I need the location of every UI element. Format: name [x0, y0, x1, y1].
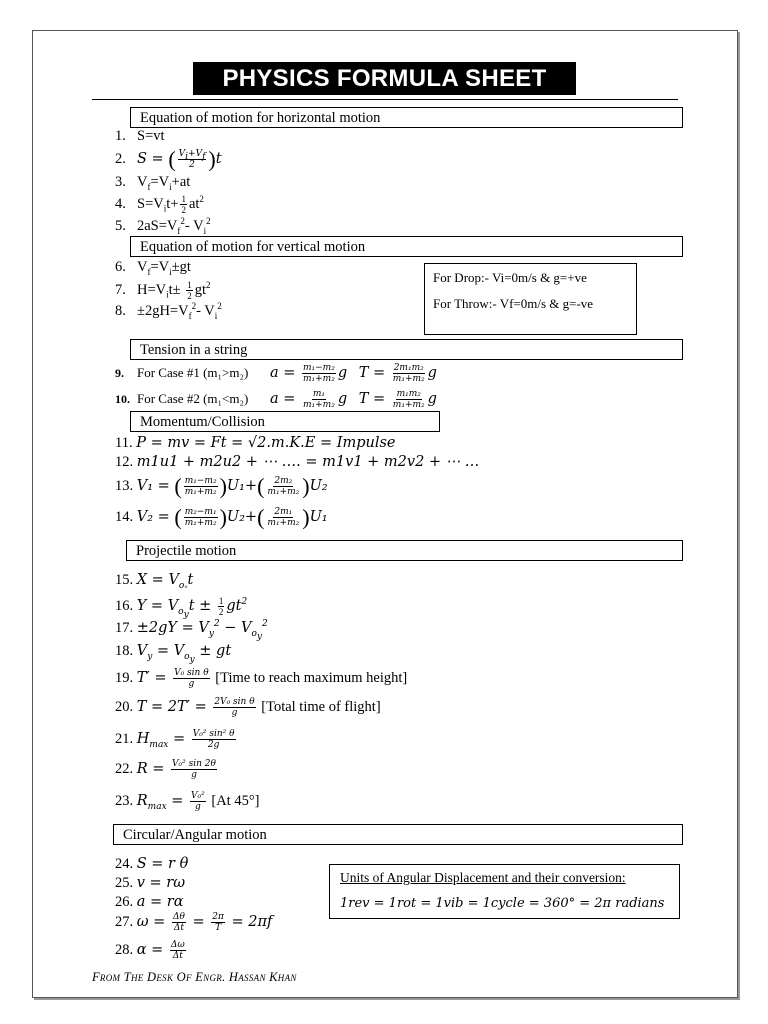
formula-26: 26. a = rα [115, 894, 184, 910]
section-vertical-motion: Equation of motion for vertical motion [130, 236, 683, 257]
formula-1: 1. S=vt [115, 128, 165, 144]
formula-13: 13. V₁ = ( $\frac{\text{m₁−m₂}}{\text{m₁+m₂}}$ )U₁+( $\frac{\text{2m₂}}{\text{m₁+m₂}}$ )U₂ [115, 473, 328, 499]
section-horizontal-motion: Equation of motion for horizontal motion [130, 107, 683, 128]
formula-15: 15. $X = V_{o_x}t$ [115, 572, 194, 591]
formula-18: 18. $V_y = V_{o_y}$ ± gt [115, 643, 232, 665]
formula-12: 12. m1u1 + m2u2 + ⋯ …. = m1v1 + m2v2 + ⋯ … [115, 454, 480, 470]
formula-14: 14. V₂ = ( $\frac{\text{m₂−m₁}}{\text{m₁+m₂}}$ )U₂+( $\frac{\text{2m₁}}{\text{m₁+m₂}}$ )U₁ [115, 504, 328, 530]
formula-20: 20. T = 2T′ = $\frac{\text{2V₀ sin θ}}{g}$ [Total time of flight] [115, 697, 381, 718]
units-box [329, 864, 680, 919]
formula-28: 28. α = $\frac{\Delta\omega}{\Delta t}$ [115, 940, 185, 961]
formula-10: 10. For Case #2 (m₁<m₂) a = $\frac{\text{m₁}}{\text{m₁+m₂}}$ g T = $\frac{\text{m₁m₂}}{\text{m₁+m₂}}$ g [115, 389, 437, 410]
formula-11: 11. P = mv = Ft = √2.m.K.E = Impulse [115, 435, 396, 451]
formula-27: 27. ω = $\frac{\Delta\theta}{\Delta t}$ = $\frac{2\pi}{T}$ = 2πf [115, 912, 273, 933]
formula-5: 5. $2aS=V_f^2-$ $V_i^2$ [115, 216, 211, 236]
formula-9: 9. For Case #1 (m₁>m₂) a = $\frac{\text{m₁−m₂}}{\text{m₁+m₂}}$ g T = $\frac{\text{2m₁m₂}}{\text{m₁+m₂}}$ g [115, 363, 437, 384]
formula-19: 19. T′ = $\frac{\text{V₀ sin θ}}{g}$ [Time to reach maximum height] [115, 668, 408, 689]
section-tension: Tension in a string [130, 339, 683, 360]
formula-16: 16. $Y = V_{o_y}t$ ± $\frac{1}{2}$ $gt^2$ [115, 596, 248, 620]
page-title: PHYSICS FORMULA SHEET [193, 62, 576, 95]
formula-6: 6. $V_f=V_i\pm gt$ [115, 259, 191, 277]
formula-17: 17. $\pm 2gY = V_y^2 - V_{o_y}^2$ [115, 619, 268, 642]
section-circular: Circular/Angular motion [113, 824, 683, 845]
drop-throw-box [424, 263, 637, 335]
section-momentum: Momentum/Collision [130, 411, 440, 432]
formula-21: 21. $H_{max}$ = $\frac{\text{V₀² sin² θ}}{2g}$ [115, 729, 235, 750]
formula-8: 8. $\pm 2gH=V_f^2-$ $V_i^2$ [115, 301, 222, 321]
title-rule [92, 99, 678, 100]
footer-credit: From The Desk Of Engr. Hassan Khan [92, 970, 297, 984]
units-formula: 1rev = 1rot = 1vib = 1cycle = 360° = 2π radians [340, 896, 665, 911]
drop-note: For Drop:- Vi=0m/s & g=+ve [433, 270, 587, 285]
section-projectile: Projectile motion [126, 540, 683, 561]
throw-note: For Throw:- Vf=0m/s & g=-ve [433, 296, 594, 311]
formula-25: 25. v = rω [115, 875, 186, 891]
formula-2: 2. S = ( $\frac{V_i+V_f}{2}$ )t [115, 146, 222, 172]
formula-4: 4. $S=V_it+$ $\frac{1}{2}$ $at^2$ [115, 194, 204, 215]
formula-7: 7. $H=V_it\pm$ $\frac{1}{2}$ $gt^2$ [115, 280, 211, 301]
formula-23: 23. $R_{max}$ = $\frac{\text{V₀²}}{g}$ [At 45°] [115, 791, 260, 812]
units-heading: Units of Angular Displacement and their conversion: [340, 870, 626, 885]
formula-24: 24. S = r θ [115, 856, 189, 872]
formula-3: 3. $V_f=V_i+at$ [115, 174, 191, 192]
formula-22: 22. R = $\frac{\text{V₀² sin 2θ}}{g}$ [115, 759, 216, 780]
